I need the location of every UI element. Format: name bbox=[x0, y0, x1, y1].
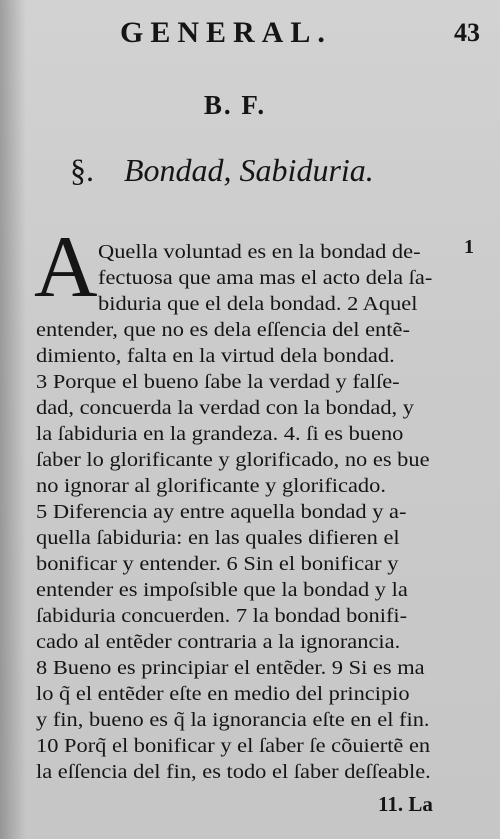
text-line: 5 Diferencia ay entre aquella bondad y a- bbox=[36, 502, 407, 523]
text-line: la eſſencia del fin, es todo el ſaber deſſeable. bbox=[36, 762, 431, 783]
margin-number: 1 bbox=[464, 236, 474, 258]
text-line: entender, que no es dela eſſencia del entẽ- bbox=[36, 320, 410, 341]
running-head: GENERAL. bbox=[120, 16, 332, 49]
section-heading bbox=[70, 152, 470, 189]
text-line: la ſabiduria en la grandeza. 4. ſi es bueno bbox=[36, 424, 404, 445]
text-line: ſaber lo glorificante y glorificado, no es bue bbox=[36, 450, 430, 471]
text-line: biduria que el dela bondad. 2 Aquel bbox=[98, 294, 418, 315]
text-line: entender es impoſsible que la bondad y la bbox=[36, 580, 408, 601]
text-line: Quella voluntad es en la bondad de- bbox=[98, 242, 421, 263]
text-line: 3 Porque el bueno ſabe la verdad y falſe- bbox=[36, 372, 400, 393]
text-line: dad, concuerda la verdad con la bondad, y bbox=[36, 398, 414, 419]
text-line: y fin, bueno es q̃ la ignorancia eſte en el fin. bbox=[36, 710, 430, 731]
catchword: 11. La bbox=[378, 792, 433, 816]
text-line: 8 Bueno es principiar el entẽder. 9 Si es ma bbox=[36, 658, 425, 679]
text-line: 10 Porq̃ el bonificar y el ſaber ſe cõuiertẽ en bbox=[36, 736, 431, 757]
text-line: dimiento, falta en la virtud dela bondad. bbox=[36, 346, 395, 367]
page-number: 43 bbox=[454, 18, 480, 47]
text-line: ſabiduria concuerden. 7 la bondad bonifi- bbox=[36, 606, 408, 627]
text-line: bonificar y entender. 6 Sin el bonificar y bbox=[36, 554, 399, 575]
drop-cap: A bbox=[34, 219, 98, 316]
paragraph-mark: §. bbox=[70, 152, 94, 188]
text-line: cado al entẽder contraria a la ignorancia. bbox=[36, 632, 401, 653]
text-line: fectuosa que ama mas el acto dela ſa- bbox=[98, 268, 433, 289]
text-line: quella ſabiduria: en las quales difieren el bbox=[36, 528, 400, 549]
text-line: lo q̃ el entẽder eſte en medio del principio bbox=[36, 684, 410, 705]
text-line: no ignorar al glorificante y glorificado. bbox=[36, 476, 386, 497]
section-mark: B. F. bbox=[203, 90, 267, 120]
section-title: Bondad, Sabiduria. bbox=[124, 152, 374, 188]
